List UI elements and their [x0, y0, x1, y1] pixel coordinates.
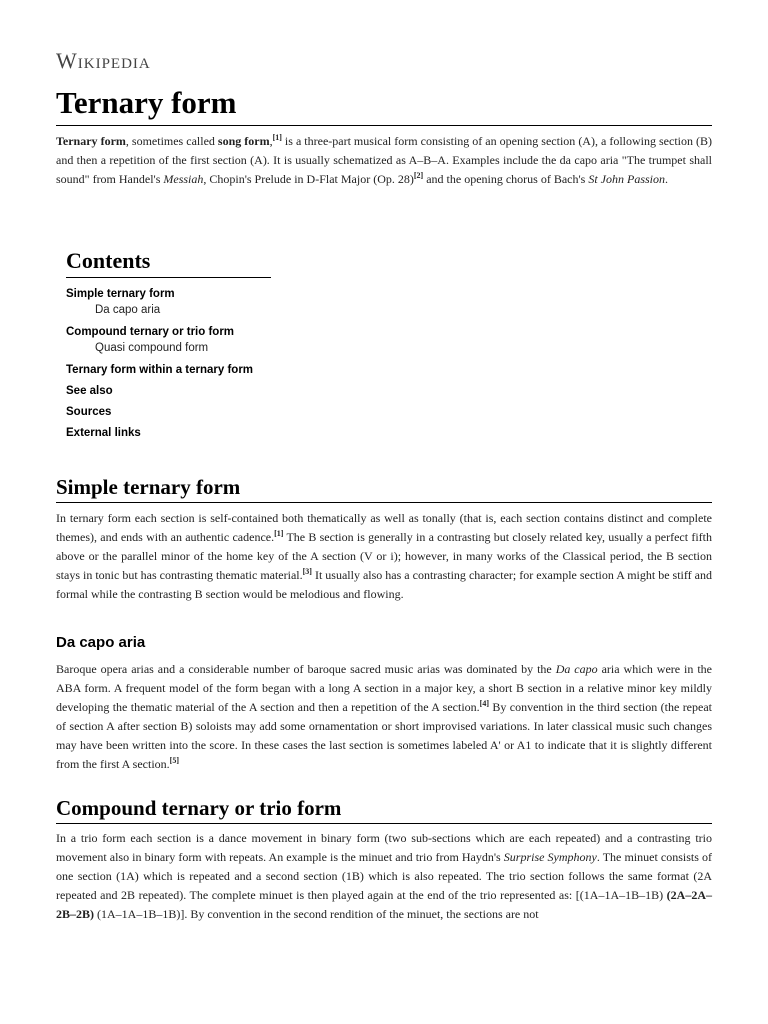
citation-link[interactable]: [3] — [302, 567, 312, 576]
citation-link[interactable]: [5] — [169, 756, 179, 765]
simple-paragraph: In ternary form each section is self-contained both thematically as well as tonally (that is, each section contains distinct and complete themes), and ends with an authentic cadence.[1] The B section is generally in a contrasting but closely related key, usually a perfect fifth above or the parallel minor of the home key of the A section (V or i); however, in many works of the Classical period, the B section stays in tonic but has contrasting thematic material.[3] It usually also has a contrasting character; for example section A might be stiff and formal while the contrasting B section would be melodious and flowing. — [56, 511, 712, 601]
toc-item-sources[interactable]: Sources — [66, 406, 112, 418]
citation-link[interactable]: [2] — [413, 171, 424, 180]
alt-name-bold: song form — [217, 134, 270, 148]
dacapo-paragraph: Baroque opera arias and a considerable number of baroque sacred music arias was dominated by the Da capo aria which were in the ABA form. A frequent model of the form began with a long A section in a major key, a short B section in a relative minor key mildly developing the thematic material of the A section and then a repetition of the A section.[4] By convention in the third section (the repeat of section A after section B) soloists may add some ornamentation or short improvised variations. In later classical music such changes may have been written into the score. In these cases the last section is sometimes labeled A' or A1 to indicate that it is slightly different from the first A section.[5] — [56, 662, 713, 771]
work-title: Surprise Symphony — [503, 850, 597, 864]
work-title: St John Passion — [588, 172, 665, 186]
subsection-heading-da-capo: Da capo aria — [56, 634, 146, 651]
toc-subitem-quasi-compound[interactable]: Quasi compound form — [95, 342, 209, 354]
citation-link[interactable]: [1] — [274, 529, 284, 538]
toc-list — [66, 286, 271, 441]
compound-paragraph: In a trio form each section is a dance movement in binary form (two sub-sections which are each repeated) and a contrasting trio movement also in binary form with repeats. An example is the minuet and trio from Haydn's Surprise Symphony. The minuet consists of one section (1A) which is repeated and a second section (1B) which is also repeated. The trio section follows the same format (2A repeated and 2B repeated). The complete minuet is then played again at the end of the trio represented as: [(1A–1A–1B–1B) (2A–2A–2B–2B) (1A–1A–1B–1B)]. By convention in the second rendition of the minuet, the sections are not — [56, 831, 712, 921]
toc-title: Contents — [66, 247, 271, 278]
citation-link[interactable]: [4] — [479, 699, 489, 708]
toc-item-ternary-within-ternary[interactable]: Ternary form within a ternary form — [66, 364, 254, 376]
section-heading-simple: Simple ternary form — [56, 474, 712, 503]
table-of-contents — [66, 247, 271, 441]
term-bold: Ternary form — [56, 134, 126, 148]
section-heading-compound: Compound ternary or trio form — [56, 795, 712, 824]
work-title: Messiah — [163, 172, 204, 186]
bold-sequence: (2A–2A–2B–2B) — [56, 888, 712, 921]
citation-link[interactable]: [1] — [272, 133, 282, 142]
toc-item-external-links[interactable]: External links — [66, 427, 141, 439]
page-title: Ternary form — [56, 84, 712, 126]
toc-item-compound-ternary[interactable]: Compound ternary or trio form — [66, 326, 235, 338]
intro-paragraph: Ternary form, sometimes called song form,[1] is a three-part musical form consisting of an opening section (A), a following section (B) and then a repetition of the first section (A). It is usually schematized as A–B–A. Examples include the da capo aria "The trumpet shall sound" from Handel's Messiah, Chopin's Prelude in D-Flat Major (Op. 28)[2] and the opening chorus of Bach's St John Passion. — [56, 133, 712, 186]
toc-item-see-also[interactable]: See also — [66, 385, 113, 397]
toc-item-simple-ternary-form[interactable]: Simple ternary form — [66, 288, 175, 300]
wikipedia-wordmark[interactable]: Wikipedia — [56, 48, 151, 73]
italic-term: Da capo — [555, 662, 598, 676]
toc-subitem-da-capo-aria[interactable]: Da capo aria — [95, 304, 161, 316]
